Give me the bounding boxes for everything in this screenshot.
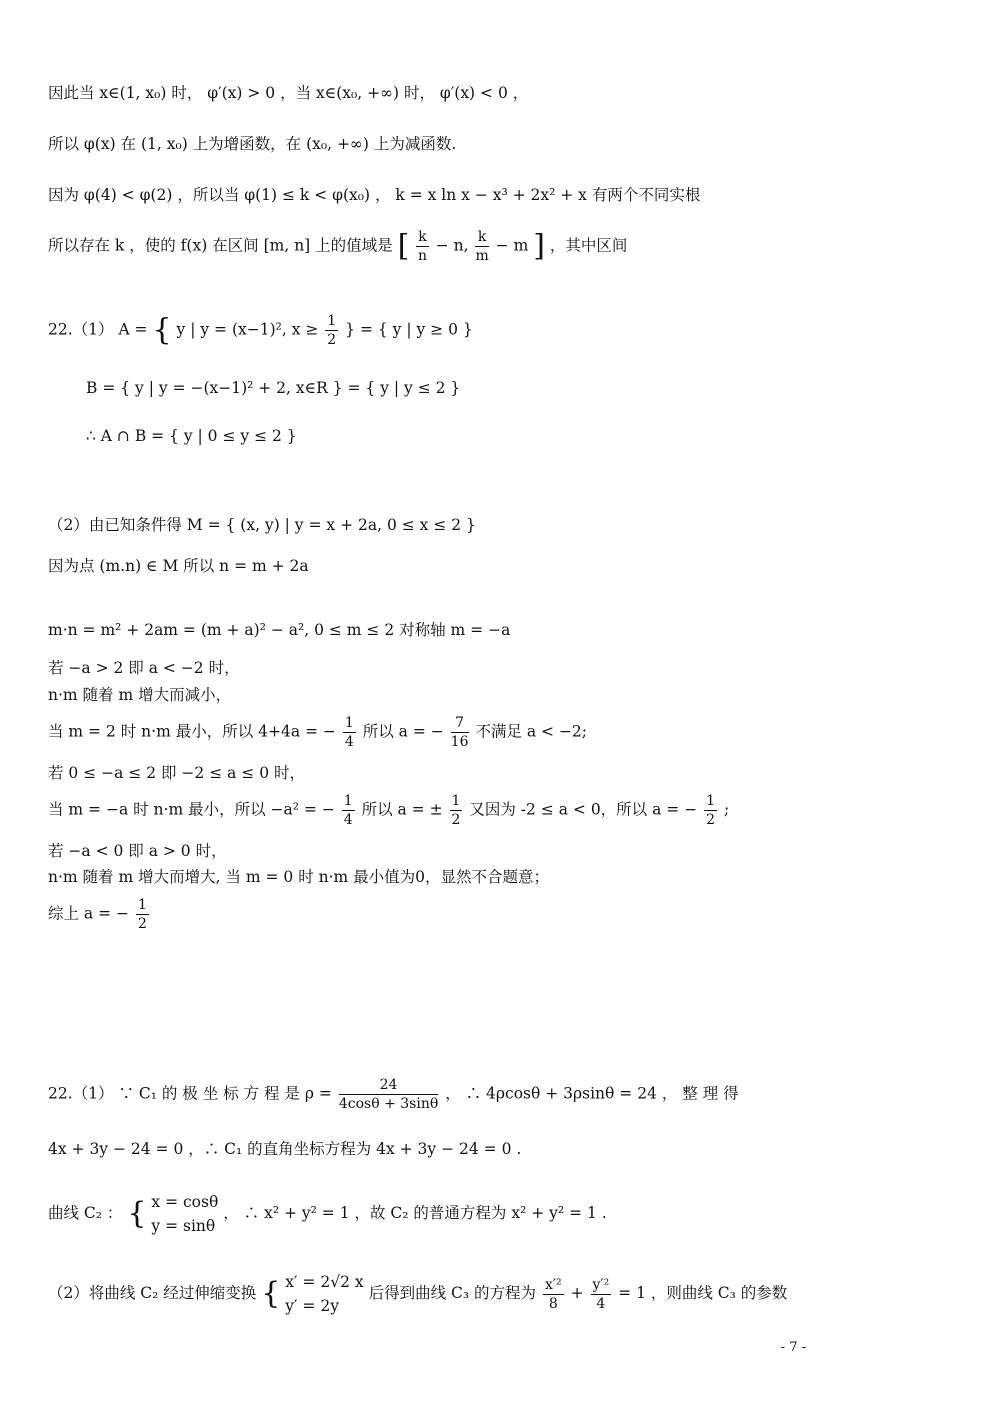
line-case3b: n·m 随着 m 增大而增大, 当 m = 0 时 n·m 最小值为0，显然不合题意； [48, 868, 550, 886]
line-22-1-text: 22.（1） A = [48, 320, 148, 339]
transform-c: = 1 ，则曲线 C₃ 的参数 [618, 1284, 788, 1302]
frac-k-n: $\frac{k}{n}$ [417, 229, 428, 264]
line-3: 因为 φ(4) < φ(2) ，所以当 φ(1) ≤ k < φ(x₀) ， k = x ln x − x³ + 2x² + x 有两个不同实根 [48, 186, 701, 204]
line-AB: ∴ A ∩ B = { y | 0 ≤ y ≤ 2 } [86, 427, 297, 445]
frac-y2-4: $\frac{\text{y′²}}{4}$ [592, 1276, 610, 1312]
line-2: 所以 φ(x) 在 (1, x₀) 上为增函数，在 (x₀, +∞) 上为减函数. [48, 135, 457, 153]
range-mid-2: − m [495, 236, 529, 255]
line-4-tail: ，其中区间 [549, 236, 628, 255]
frac-rho: $\frac{24}{4\cos\theta + 3\sin\theta}$ [338, 1077, 439, 1112]
case2b-b: 所以 a = ± [361, 800, 443, 819]
brace-c2: { [127, 1196, 147, 1231]
line-product: m·n = m² + 2am = (m + a)² − a², 0 ≤ m ≤ 2 对称轴 m = −a [48, 621, 511, 639]
frac-half-d: $\frac{1}{2}$ [137, 897, 147, 932]
line-conclusion [48, 896, 151, 933]
line-4-text: 所以存在 k ，使的 f(x) 在区间 [m, n] 上的值域是 [48, 236, 393, 255]
c2-param-stack: x = cosθ y = sinθ [151, 1193, 219, 1235]
frac-half-b: $\frac{1}{2}$ [451, 793, 461, 828]
line-case1c [48, 714, 587, 751]
line-B: B = { y | y = −(x−1)² + 2, x∈R } = { y | y ≤ 2 } [86, 379, 461, 397]
line-1: 因此当 x∈(1, x₀) 时， φ′(x) > 0 ，当 x∈(x₀, +∞) 时， φ′(x) < 0 ， [48, 84, 529, 102]
page-number: - 7 - [780, 1340, 806, 1355]
c2-tail: ， ∴ x² + y² = 1 ，故 C₂ 的普通方程为 x² + y² = 1 . [223, 1204, 607, 1222]
frac-k-m: $\frac{k}{m}$ [475, 229, 489, 264]
case1c-c: 不满足 a < −2; [475, 722, 588, 741]
line-case2: 若 0 ≤ −a ≤ 2 即 −2 ≤ a ≤ 0 时， [48, 764, 305, 782]
frac-one-half-a: $\frac{1}{2}$ [327, 313, 337, 348]
line-4 [48, 228, 627, 265]
case2b-c: 又因为 -2 ≤ a < 0，所以 a = − [469, 800, 698, 819]
setA-tail: } = { y | y ≥ 0 } [345, 320, 473, 339]
line-mn: 因为点 (m.n) ∈ M 所以 n = m + 2a [48, 557, 309, 575]
line-cartesian: 4x + 3y − 24 = 0 ，∴ C₁ 的直角坐标方程为 4x + 3y − 24 = 0 . [48, 1140, 522, 1158]
c2-label: 曲线 C₂ ： [48, 1204, 123, 1222]
frac-half-c: $\frac{1}{2}$ [706, 793, 716, 828]
range-mid-1: − n, [435, 236, 469, 255]
line-transform [48, 1270, 787, 1318]
case2b-d: ; [723, 800, 730, 819]
brace-transform: { [261, 1276, 281, 1311]
polar-a: 22.（1） ∵ C₁ 的 极 坐 标 方 程 是 ρ = [48, 1084, 332, 1103]
bracket-left: [ [397, 228, 410, 264]
line-case1b: n·m 随着 m 增大而减小， [48, 686, 232, 704]
frac-seven-sixteen: $\frac{7}{16}$ [450, 715, 469, 750]
case2b-a: 当 m = −a 时 n·m 最小，所以 −a² = − [48, 800, 335, 819]
line-M: （2）由已知条件得 M = { (x, y) | y = x + 2a, 0 ≤ x ≤ 2 } [48, 516, 476, 534]
polar-b: ， ∴ 4ρcosθ + 3ρsinθ = 24 ， 整 理 得 [445, 1084, 739, 1103]
transform-stack: x′ = 2√2 x y′ = 2y [285, 1273, 364, 1315]
line-c2 [48, 1190, 607, 1238]
setA-inner: y | y = (x−1)², x ≥ [176, 320, 319, 339]
brace-left: { [152, 312, 172, 348]
frac-quarter-a: $\frac{1}{4}$ [344, 715, 354, 750]
plus-sign: + [570, 1284, 584, 1302]
transform-b: 后得到曲线 C₃ 的方程为 [368, 1284, 537, 1302]
transform-a: （2）将曲线 C₂ 经过伸缩变换 [48, 1284, 257, 1302]
bracket-right: ] [533, 228, 545, 264]
line-22-polar [48, 1076, 739, 1113]
frac-x2-8: $\frac{\text{x′²}}{8}$ [544, 1276, 562, 1312]
line-case2b [48, 792, 729, 829]
frac-quarter-b: $\frac{1}{4}$ [343, 793, 353, 828]
case1c-a: 当 m = 2 时 n·m 最小，所以 4+4a = − [48, 722, 336, 741]
case1c-b: 所以 a = − [362, 722, 444, 741]
line-case1: 若 −a > 2 即 a < −2 时， [48, 659, 240, 677]
line-22-1 [48, 312, 473, 349]
conclusion-text: 综上 a = − [48, 904, 129, 923]
line-case3: 若 −a < 0 即 a > 0 时， [48, 842, 227, 860]
